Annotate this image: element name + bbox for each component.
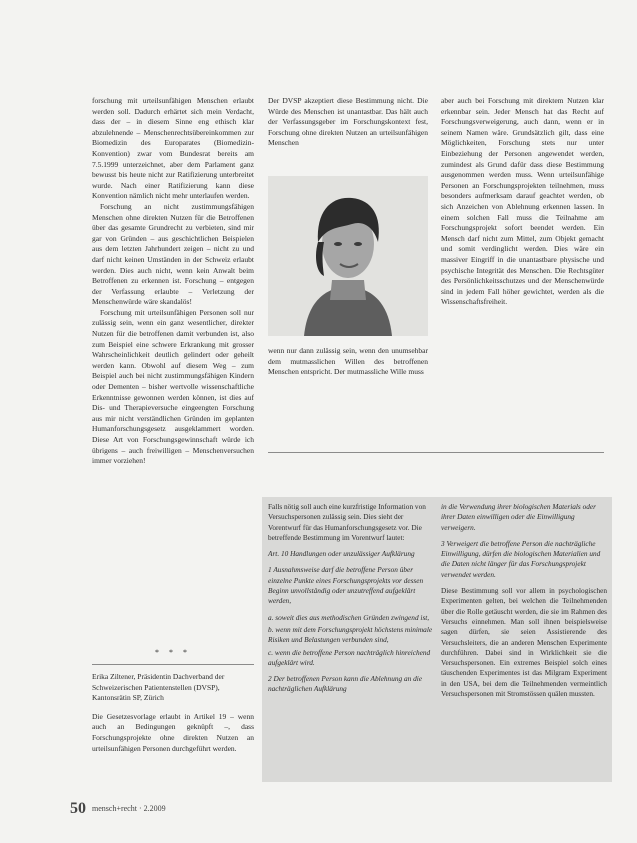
column-left (92, 96, 254, 467)
portrait-photo (268, 176, 428, 336)
column-middle (268, 96, 428, 149)
page-number: 50 (70, 800, 86, 817)
paragraph: Forschung mit urteilsunfähigen Personen soll nur zulässig sein, wenn ein ganz wesentlicher, direkter Nutzen für die betroffenen damit verbunden ist, also zum Beispiel eine schwere Erkrankung mit grosser Wahrscheinlichkeit deutlich gelindert oder geheilt werden kann. Obwohl auf diesem Weg – zum Beispiel auch bei nicht zustimmungsfähigen Kindern oder Dementen – bisher wertvolle wissenschaftliche Erkenntnisse gewonnen werden können, ist dies auf Dis- und Therapieversuche eingeengten Forschung aus mir nicht verständlichen Gründen im geplanten Humanforschungsgesetz ausgeklammert worden. Diese Art von Forschungsgewinnschaft würde ich übrigens – auch freiwilligen – Menschenversuchen immer vorziehen! (92, 307, 254, 466)
author-line: Erika Ziltener, Präsidentin Dachverband der Schweizerischen Patientenstellen (DVSP), Kantonsrätin SP, Zürich (92, 672, 225, 703)
article-paragraph: 3 Verweigert die betroffene Person die nachträgliche Einwilligung, dürfen die biologischen Materialien und die Daten nicht länger für das Forschungsprojekt verwendet werden. (441, 538, 601, 579)
info-box-right (441, 502, 607, 705)
article-paragraph: 2 Der betroffenen Person kann die Ablehnung an die nachträglichen Aufklärung (268, 674, 423, 694)
article-item: a. soweit dies aus methodischen Gründen zwingend ist, (268, 612, 430, 622)
paragraph: Diese Bestimmung soll vor allem in psychologischen Experimenten gelten, bei welchen die Teilnehmenden über die Rolle getäuscht werden, die sie im Rahmen des Versuchs einnehmen. Man soll ihnen beispielsweise sagen dürfen, sie seien Assistierende des Versuchsleiters, die an anderen Menschen Experimente durchführen. Dabei sind in Wirklichkeit sie die Versuchspersonen. Ein extremes Beispiel solch eines täuschenden Experimentes ist das Milgram Experiment in den USA, bei dem die Teilnehmenden vermeintlich Versuchspersonen mit Stromstössen quälen mussten. (441, 586, 607, 699)
column-middle-continued: wenn nur dann zulässig sein, wenn den unumsehbar dem mutmasslichen Willen des betroffenen Menschen entspricht. Der mutmassliche Wille muss (268, 346, 428, 377)
article-paragraph: 1 Ausnahmsweise darf die betroffene Person über einzelne Punkte eines Forschungsprojekts vor dessen Beginn unvollständig oder unzutreffend aufgeklärt werden, (268, 565, 424, 606)
publication-name: mensch+recht · 2.2009 (92, 803, 166, 813)
paragraph: Forschung an nicht zustimmungsfähigen Menschen ohne direkten Nutzen für die Betroffenen über das gesamte Grundrecht zu verbieten, sind mir gar von Gründen – aus geschichtlichen Beispielen aus dem letzten Jahrhundert zeigen – nicht zu und darf nicht keinen Umständen in der Schweiz erlaubt werden. Dies auch nicht, wenn kein Anwalt beim Betroffenen zu erkennen ist. Forschung – entgegen der Verfassung erlaubte – Verletzung der Menschenwürde wäre skandalös! (92, 201, 254, 307)
paragraph: aber auch bei Forschung mit direktem Nutzen klar erkennbar sein. Jeder Mensch hat das Recht auf Forschungsverweigerung, auch dann, wenn er in seinem Namen wäre. Grundsätzlich gilt, dass eine Möglichkeiten, Forschung stets nur unter Einbeziehung der Personen angewendet werden, zumindest als Grund dafür dass diese Bestimmung ausgenommen werden muss. Wenn urteilsunfähige Personen an Forschungsprojekten teilnehmen, muss besonders aufmerksam darauf geachtet werden, ob sich Anzeichen von Ablehnung erkennen lassen. In einem solchen Fall muss die Teilnahme am Forschungsprojekt sofort beendet werden. Ein Mensch darf nicht zum Mittel, zum Objekt gemacht und somit verdinglicht werden. Dies wäre ein massiver Eingriff in die unantastbare physische und psychische Integrität des Menschen. Die Rechtsgüter des Persönlichkeitsschutzes und der Menschenwürde sind in jedem Fall höher gewichtet, werden als die Wissenschaftsfreiheit. (441, 96, 604, 307)
article-item: b. wenn mit dem Forschungsprojekt höchstens minimale Risiken und Belastungen verbunden sind, (268, 624, 433, 645)
section-separator: * * * (155, 648, 191, 657)
article-title: Art. 10 Handlungen oder unzulässiger Aufklärung (268, 549, 415, 559)
column-left-second-article (92, 672, 254, 762)
info-intro: Falls nötig soll auch eine kurzfristige Information von Versuchspersonen zulässig sein. Dies sieht der Vorentwurf für das Humanforschungsgesetz vor. Die betreffende Bestimmung im Vorentwurf lautet: (268, 502, 426, 542)
article-continuation: in die Verwendung ihrer biologischen Materials oder ihrer Daten einwilligen oder die Einwilligung verweigern. (441, 502, 596, 532)
column-right (441, 96, 604, 308)
page-footer (70, 800, 166, 818)
divider (92, 664, 254, 665)
portrait-image (268, 176, 428, 336)
article-item: c. wenn die betroffene Person nachträglich hinreichend aufgeklärt wird. (268, 647, 431, 667)
paragraph: Der DVSP akzeptiert diese Bestimmung nicht. Die Würde des Menschen ist unantastbar. Das hält auch der Verfassungsgeber im Forschungskontext fest, Forschung ohne direkten Nutzen an urteilsunfähigen Menschen (268, 96, 428, 148)
paragraph: forschung mit urteilsunfähigen Menschen erlaubt werden soll. Dadurch erhärtet sich mein Verdacht, dass der – in diesem Sinne eng ethisch klar abzulehnende – Menschenrechtsübereinkommen zur Biomedizin des Europarates (Biomedizin-Konvention) zwar vom Bundesrat bereits am 7.5.1999 unterzeichnet, aber dem Parlament ganz bewusst bis heute nicht zur Ratifizierung unterbreitet wurde. Nach einer Ratifizierung kann diese Konvention nämlich nicht mehr unterlaufen werden. (92, 96, 254, 201)
divider (268, 452, 604, 453)
info-box-left (268, 502, 434, 701)
paragraph: Die Gesetzesvorlage erlaubt in Artikel 19 – wenn auch an Bedingungen geknüpft –, dass Forschungsprojekte ohne direkten Nutzen an urteilsunfähigen Personen durchgeführt werden. (92, 711, 254, 753)
